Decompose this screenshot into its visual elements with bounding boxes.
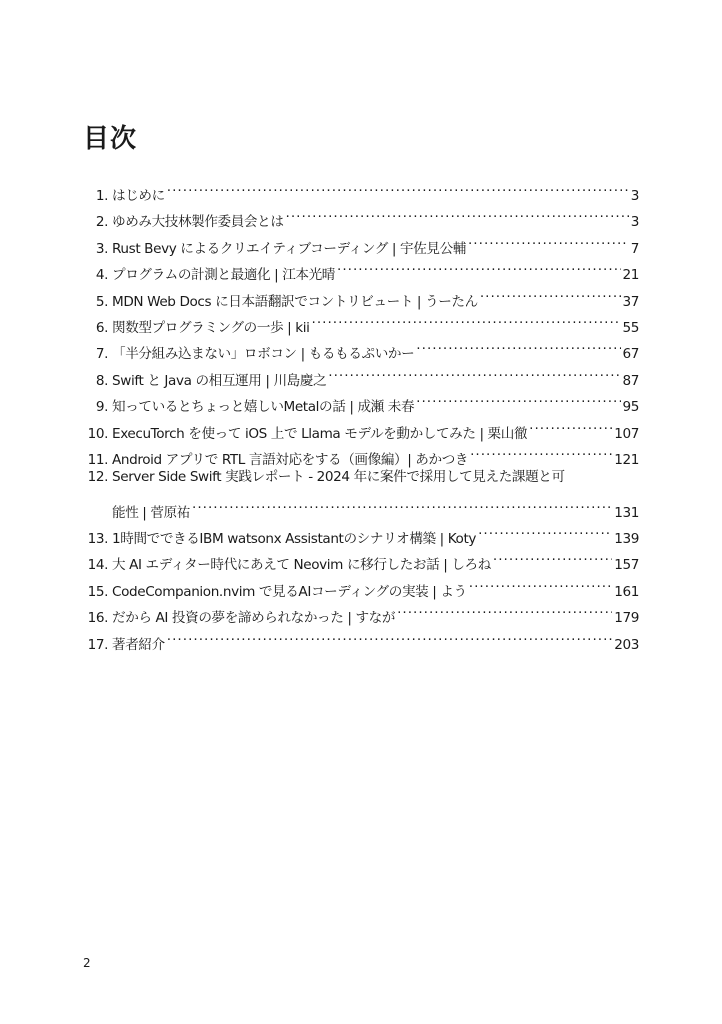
- entry-number: 16.: [87, 610, 108, 627]
- entry-title: 著者紹介: [112, 636, 165, 653]
- entry-title: Server Side Swift 実践レポート - 2024 年に案件で採用して見えた課題と可: [112, 469, 565, 486]
- entry-number: 8.: [95, 372, 108, 389]
- entry-title: 能性 | 菅原祐: [112, 504, 190, 521]
- entry-page: 55: [622, 319, 639, 336]
- table-of-contents: [80, 174, 639, 653]
- entry-number: 5.: [95, 293, 108, 310]
- entry-title: はじめに: [112, 188, 165, 204]
- dot-leader: [397, 596, 612, 622]
- entry-page: 3: [630, 188, 639, 204]
- entry-page: 179: [614, 610, 639, 627]
- entry-number: 15.: [87, 583, 108, 600]
- entry-page: 21: [622, 267, 639, 284]
- entry-title: ExecuTorch を使って iOS 上で Llama モデルを動かしてみた | 栗山徹: [112, 425, 528, 442]
- dot-leader: [478, 517, 612, 543]
- entry-page: 107: [614, 425, 639, 442]
- entry-title: 関数型プログラミングの一歩 | kii: [112, 319, 310, 336]
- dot-leader: [167, 174, 629, 200]
- entry-title: ゆめみ大技林製作委員会とは: [112, 214, 284, 231]
- entry-title: だから AI 投資の夢を諦められなかった | すなが: [112, 610, 396, 627]
- entry-title: 大 AI エディター時代にあえて Neovim に移行したお話 | しろね: [112, 557, 491, 574]
- entry-title: 「半分組み込まない」ロボコン | もるもるぷいかー: [112, 346, 415, 363]
- dot-leader: [416, 385, 620, 411]
- toc-entry[interactable]: [80, 464, 639, 490]
- dot-leader: [529, 412, 612, 438]
- entry-title: Rust Bevy によるクリエイティブコーディング | 宇佐見公輔: [112, 240, 466, 257]
- entry-title: Swift と Java の相互運用 | 川島慶之: [112, 372, 327, 389]
- entry-title: 1時間でできるIBM watsonx Assistantのシナリオ構築 | Koty: [112, 531, 477, 548]
- entry-number: 14.: [87, 557, 108, 574]
- dot-leader: [468, 227, 629, 253]
- entry-page: 87: [622, 372, 639, 389]
- entry-page: 139: [614, 531, 639, 548]
- entry-number: 10.: [87, 425, 108, 442]
- entry-page: 157: [614, 557, 639, 574]
- entry-number: 6.: [95, 319, 108, 336]
- entry-number: 9.: [95, 399, 108, 416]
- dot-leader: [167, 623, 612, 649]
- entry-number: 1.: [95, 188, 108, 204]
- entry-page: 131: [614, 504, 639, 521]
- dot-leader: [469, 570, 613, 596]
- dot-leader: [192, 491, 612, 517]
- toc-entry[interactable]: [80, 174, 639, 204]
- entry-title: プログラムの計測と最適化 | 江本光晴: [112, 267, 335, 284]
- entry-page: 203: [614, 636, 639, 653]
- entry-page: 37: [622, 293, 639, 310]
- dot-leader: [286, 200, 629, 226]
- entry-page: 7: [630, 240, 639, 257]
- toc-entry[interactable]: [80, 491, 639, 521]
- entry-page: 3: [630, 214, 639, 231]
- entry-number: 7.: [95, 346, 108, 363]
- dot-leader: [416, 332, 620, 358]
- entry-page: 67: [622, 346, 639, 363]
- entry-number: 17.: [87, 636, 108, 653]
- entry-page: 121: [614, 451, 639, 468]
- dot-leader: [470, 438, 612, 464]
- entry-number: 12.: [87, 469, 108, 486]
- entry-title: 知っているとちょっと嬉しいMetalの話 | 成瀬 未春: [112, 399, 415, 416]
- entry-page: 161: [614, 583, 639, 600]
- entry-number: 2.: [95, 214, 108, 231]
- entry-number: 11.: [87, 451, 108, 468]
- entry-number: 3.: [95, 240, 108, 257]
- entry-number: 13.: [87, 531, 108, 548]
- entry-title: MDN Web Docs に日本語翻訳でコントリビュート | うーたん: [112, 293, 478, 310]
- dot-leader: [337, 253, 621, 279]
- page-number: 2: [83, 956, 91, 970]
- dot-leader: [493, 543, 612, 569]
- entry-title: CodeCompanion.nvim で見るAIコーディングの実装 | よう: [112, 583, 467, 600]
- dot-leader: [312, 306, 621, 332]
- page-title: 目次: [83, 124, 138, 154]
- dot-leader: [480, 280, 621, 306]
- entry-page: 95: [622, 399, 639, 416]
- entry-number: 4.: [95, 267, 108, 284]
- dot-leader: [328, 359, 620, 385]
- entry-title: Android アプリで RTL 言語対応をする（画像編）| あかつき: [112, 451, 469, 468]
